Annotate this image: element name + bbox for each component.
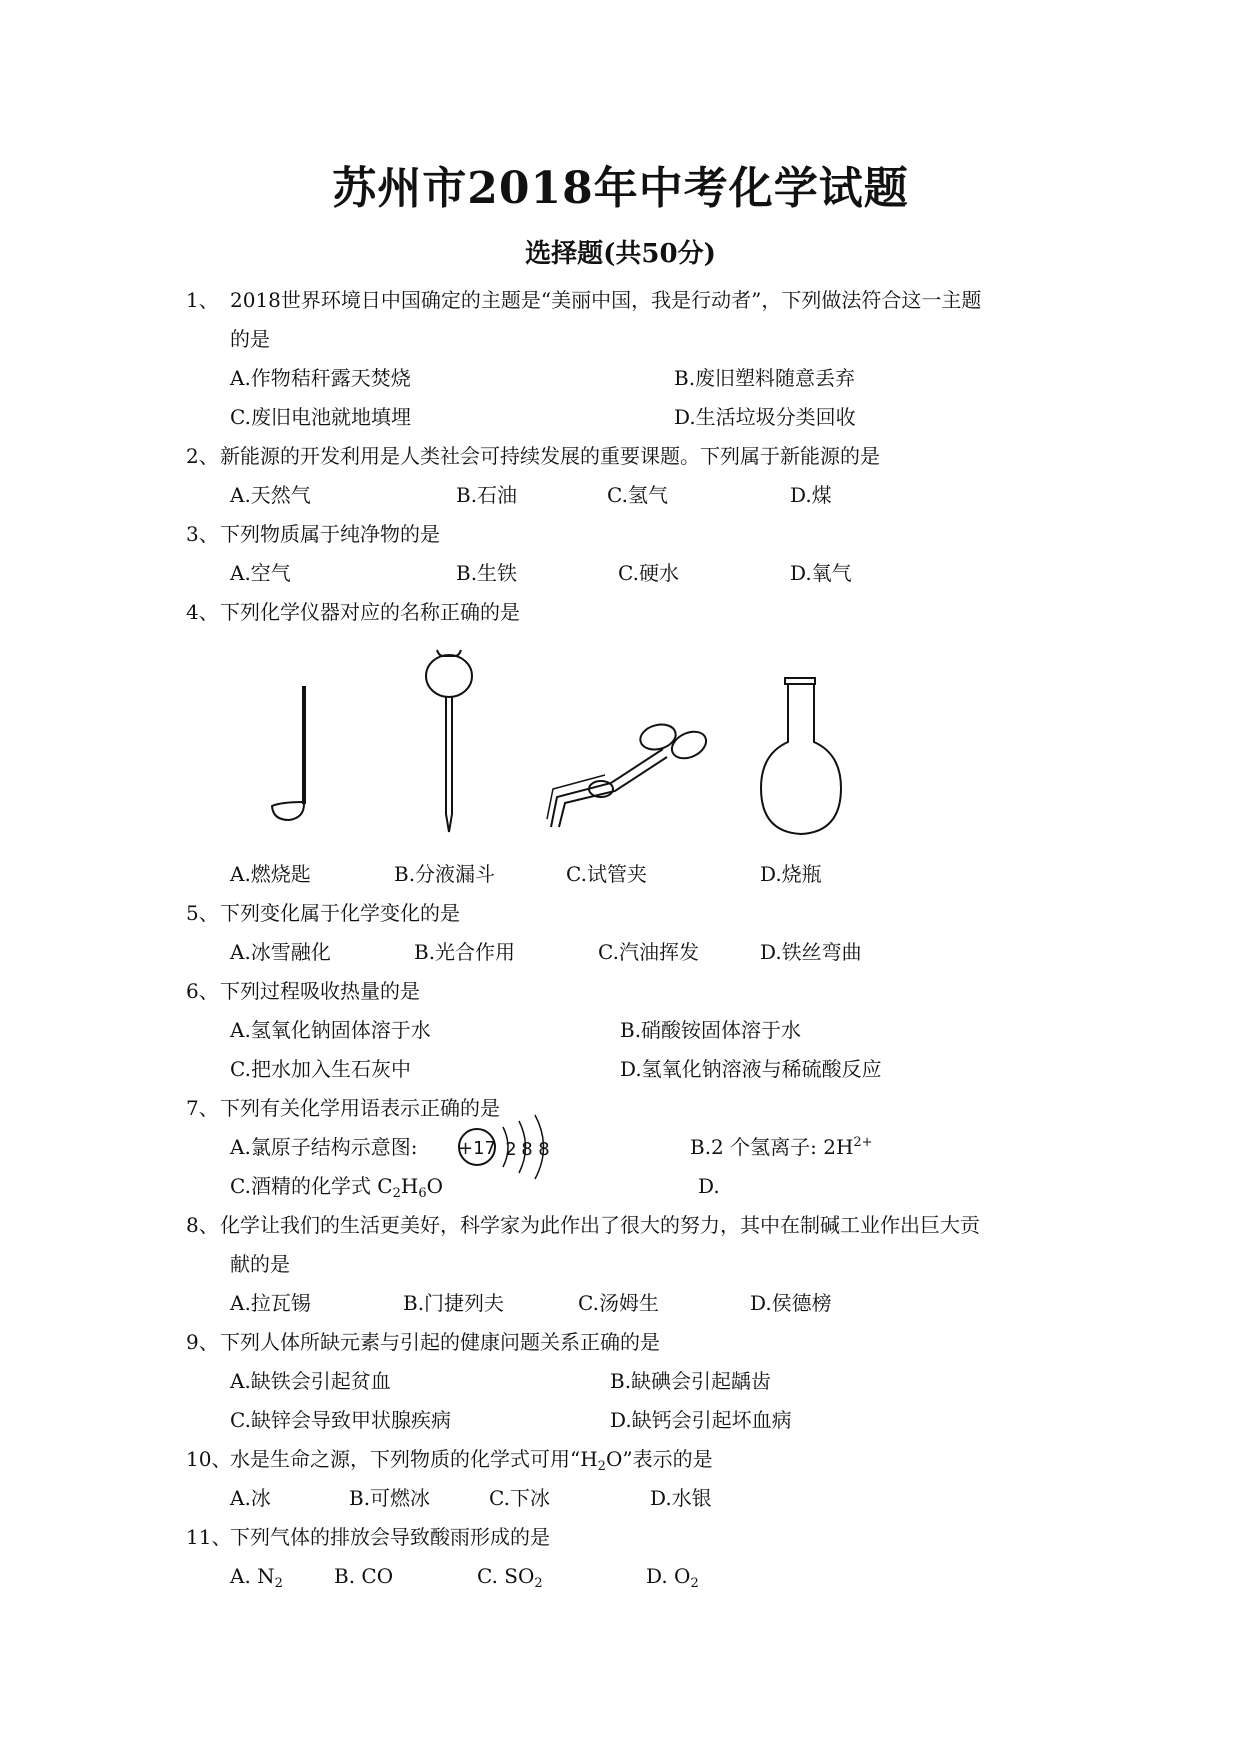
question-number: 6、 [186, 979, 219, 1003]
question-stem: 下列化学仪器对应的名称正确的是 [220, 600, 520, 624]
question-number: 9、 [186, 1330, 219, 1354]
option-text: D. O [646, 1564, 691, 1588]
question-stem: 下列过程吸收热量的是 [220, 979, 420, 1003]
option-c: C.试管夹 [566, 862, 647, 886]
question-stem: 下列物质属于纯净物的是 [220, 522, 440, 546]
option-c: C.缺锌会导致甲状腺疾病 [230, 1408, 451, 1432]
subscript: 2 [534, 1576, 543, 1591]
shell-3-electrons: 8 [538, 1139, 550, 1160]
formula-part: O [426, 1174, 444, 1198]
option-a: A.氢氧化钠固体溶于水 [230, 1018, 431, 1042]
option-c-text: C.酒精的化学式 C [230, 1174, 393, 1198]
subscript: 2 [597, 1459, 606, 1474]
option-b: B.可燃冰 [349, 1486, 431, 1510]
option-b-text: B.2 个氢离子: 2H [690, 1135, 854, 1159]
test-tube-holder-illustration [545, 715, 715, 835]
option-a: A.拉瓦锡 [230, 1291, 311, 1315]
option-d: D.铁丝弯曲 [760, 940, 862, 964]
subscript: 2 [690, 1576, 699, 1591]
question-number: 11、 [186, 1525, 232, 1549]
option-text: C. SO [477, 1564, 535, 1588]
option-b [690, 1135, 873, 1159]
flask-illustration [755, 672, 855, 842]
option-text: B. CO [334, 1564, 394, 1588]
option-a: A.缺铁会引起贫血 [230, 1369, 391, 1393]
option-c: C.下冰 [489, 1486, 550, 1510]
page-title: 苏州市2018年中考化学试题 [332, 163, 909, 214]
question-stem-continued: 献的是 [230, 1252, 290, 1276]
question-stem: 化学让我们的生活更美好，科学家为此作出了很大的努力，其中在制碱工业作出巨大贡 [220, 1213, 980, 1237]
option-d: D.氧气 [790, 561, 852, 585]
question-stem: 下列人体所缺元素与引起的健康问题关系正确的是 [220, 1330, 660, 1354]
option-c: C.氢气 [607, 483, 668, 507]
question-stem [230, 1447, 713, 1474]
nucleus-charge: +17 [458, 1138, 496, 1159]
option-d: D.缺钙会引起坏血病 [610, 1408, 792, 1432]
option-d: D.煤 [790, 483, 832, 507]
option-a: A.天然气 [230, 483, 311, 507]
option-b: B.门捷列夫 [403, 1291, 505, 1315]
subscript: 2 [392, 1186, 401, 1201]
question-stem: 下列变化属于化学变化的是 [220, 901, 460, 925]
question-number: 1、 [186, 288, 219, 312]
question-stem-continued: 的是 [230, 327, 270, 351]
option-c: C.废旧电池就地填埋 [230, 405, 411, 429]
option-d: D.烧瓶 [760, 862, 822, 886]
charge-superscript: 2+ [853, 1135, 873, 1150]
option-d: D. [698, 1174, 720, 1198]
question-number: 8、 [186, 1213, 219, 1237]
question-number: 10、 [186, 1447, 232, 1471]
option-c: C.汤姆生 [578, 1291, 659, 1315]
option-d: D.生活垃圾分类回收 [674, 405, 856, 429]
option-b: B.生铁 [456, 561, 518, 585]
option-b: B.缺碘会引起龋齿 [610, 1369, 772, 1393]
combustion-spoon-illustration [265, 680, 315, 830]
option-b [334, 1564, 393, 1588]
question-stem: 2018世界环境日中国确定的主题是“美丽中国，我是行动者”，下列做法符合这一主题 [230, 288, 982, 312]
option-c [230, 1174, 444, 1201]
question-number: 2、 [186, 444, 219, 468]
option-d: D.氢氧化钠溶液与稀硫酸反应 [620, 1057, 882, 1081]
section-heading: 选择题(共50分) [525, 239, 716, 269]
option-b: B.光合作用 [414, 940, 516, 964]
option-a: A.氯原子结构示意图: [230, 1135, 418, 1159]
option-a: A.燃烧匙 [230, 862, 311, 886]
option-c: C.汽油挥发 [598, 940, 699, 964]
option-text: A. N [230, 1564, 275, 1588]
subscript: 2 [274, 1576, 283, 1591]
dropping-funnel-illustration [415, 644, 485, 836]
question-stem: 新能源的开发利用是人类社会可持续发展的重要课题。下列属于新能源的是 [220, 444, 880, 468]
option-c: C.把水加入生石灰中 [230, 1057, 411, 1081]
option-a: A.空气 [230, 561, 291, 585]
option-a: A.冰 [230, 1486, 271, 1510]
option-b: B.废旧塑料随意丢弃 [674, 366, 856, 390]
question-number: 5、 [186, 901, 219, 925]
option-a [230, 1564, 283, 1591]
question-stem: 下列气体的排放会导致酸雨形成的是 [230, 1525, 550, 1549]
chlorine-atom-structure-diagram [455, 1113, 565, 1189]
question-stem: 下列有关化学用语表示正确的是 [220, 1096, 500, 1120]
option-a: A.冰雪融化 [230, 940, 331, 964]
option-d: D.侯德榜 [750, 1291, 832, 1315]
stem-text: 水是生命之源，下列物质的化学式可用“H [230, 1447, 598, 1471]
shell-2-electrons: 8 [521, 1139, 533, 1160]
question-number: 3、 [186, 522, 219, 546]
stem-text: O”表示的是 [605, 1447, 713, 1471]
question-number: 7、 [186, 1096, 219, 1120]
formula-part: H [400, 1174, 419, 1198]
option-b: B.石油 [456, 483, 518, 507]
option-c [477, 1564, 543, 1591]
option-c: C.硬水 [618, 561, 679, 585]
question-number: 4、 [186, 600, 219, 624]
option-b: B.硝酸铵固体溶于水 [620, 1018, 802, 1042]
option-b: B.分液漏斗 [394, 862, 496, 886]
shell-1-electrons: 2 [505, 1139, 517, 1160]
option-d: D.水银 [650, 1486, 712, 1510]
option-a: A.作物秸秆露天焚烧 [230, 366, 411, 390]
subscript: 6 [418, 1186, 427, 1201]
option-d [646, 1564, 699, 1591]
